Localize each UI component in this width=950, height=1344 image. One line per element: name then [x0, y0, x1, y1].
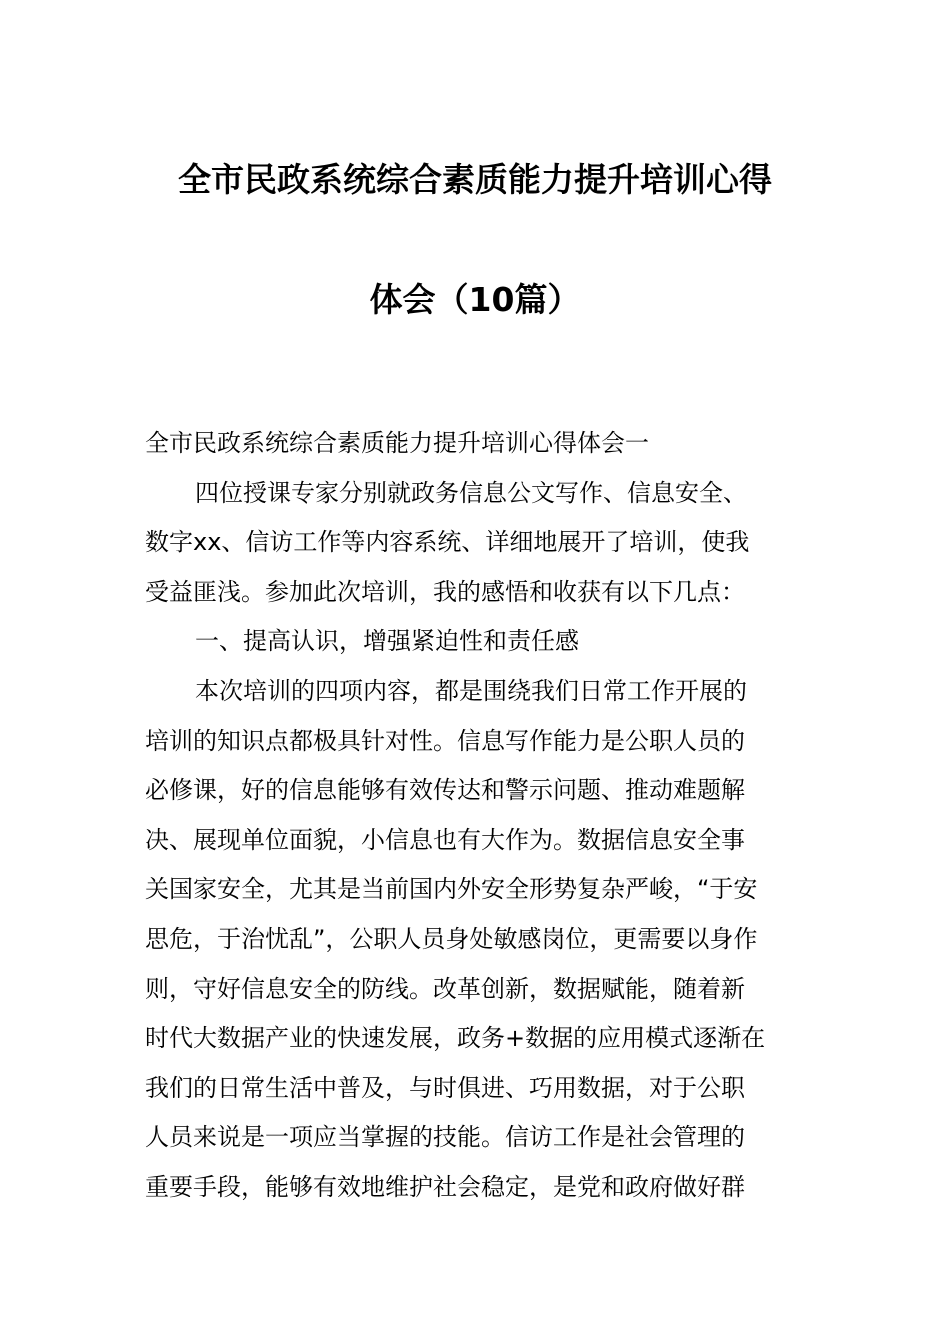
text-line: 必修课，好的信息能够有效传达和警示问题、推动难题解: [145, 776, 745, 805]
text-line: 受益匪浅。参加此次培训，我的感悟和收获有以下几点：: [145, 577, 745, 606]
text-line: 全市民政系统综合素质能力提升培训心得体会一: [145, 429, 649, 457]
text-line: 时代大数据产业的快速发展，政务+数据的应用模式逐渐在: [145, 1024, 766, 1053]
text-line: 一、提高认识，增强紧迫性和责任感: [195, 627, 579, 656]
text-line: 思危，于治忧乱”，公职人员身处敏感岗位，更需要以身作: [145, 924, 758, 953]
text-line: 人员来说是一项应当掌握的技能。信访工作是社会管理的: [145, 1123, 745, 1152]
text-line: 决、展现单位面貌，小信息也有大作为。数据信息安全事: [145, 825, 745, 854]
text-line: 关国家安全，尤其是当前国内外安全形势复杂严峻，“于安: [145, 875, 758, 904]
text-line: 四位授课专家分别就政务信息公文写作、信息安全、: [195, 478, 747, 507]
text-line: 则，守好信息安全的防线。改革创新，数据赋能，随着新: [145, 974, 745, 1003]
text-line: 数字xx、信访工作等内容系统、详细地展开了培训，使我: [145, 528, 750, 557]
text-line: 我们的日常生活中普及，与时俱进、巧用数据，对于公职: [145, 1073, 745, 1102]
text-line: 本次培训的四项内容，都是围绕我们日常工作开展的: [195, 676, 747, 705]
text-line: 重要手段，能够有效地维护社会稳定，是党和政府做好群: [145, 1172, 745, 1201]
document-title-line-1: 全市民政系统综合素质能力提升培训心得: [178, 160, 772, 199]
document-body: [145, 419, 810, 1213]
text-line: 培训的知识点都极具针对性。信息写作能力是公职人员的: [145, 726, 745, 755]
document-title-line-2: 体会（10篇）: [369, 280, 581, 319]
